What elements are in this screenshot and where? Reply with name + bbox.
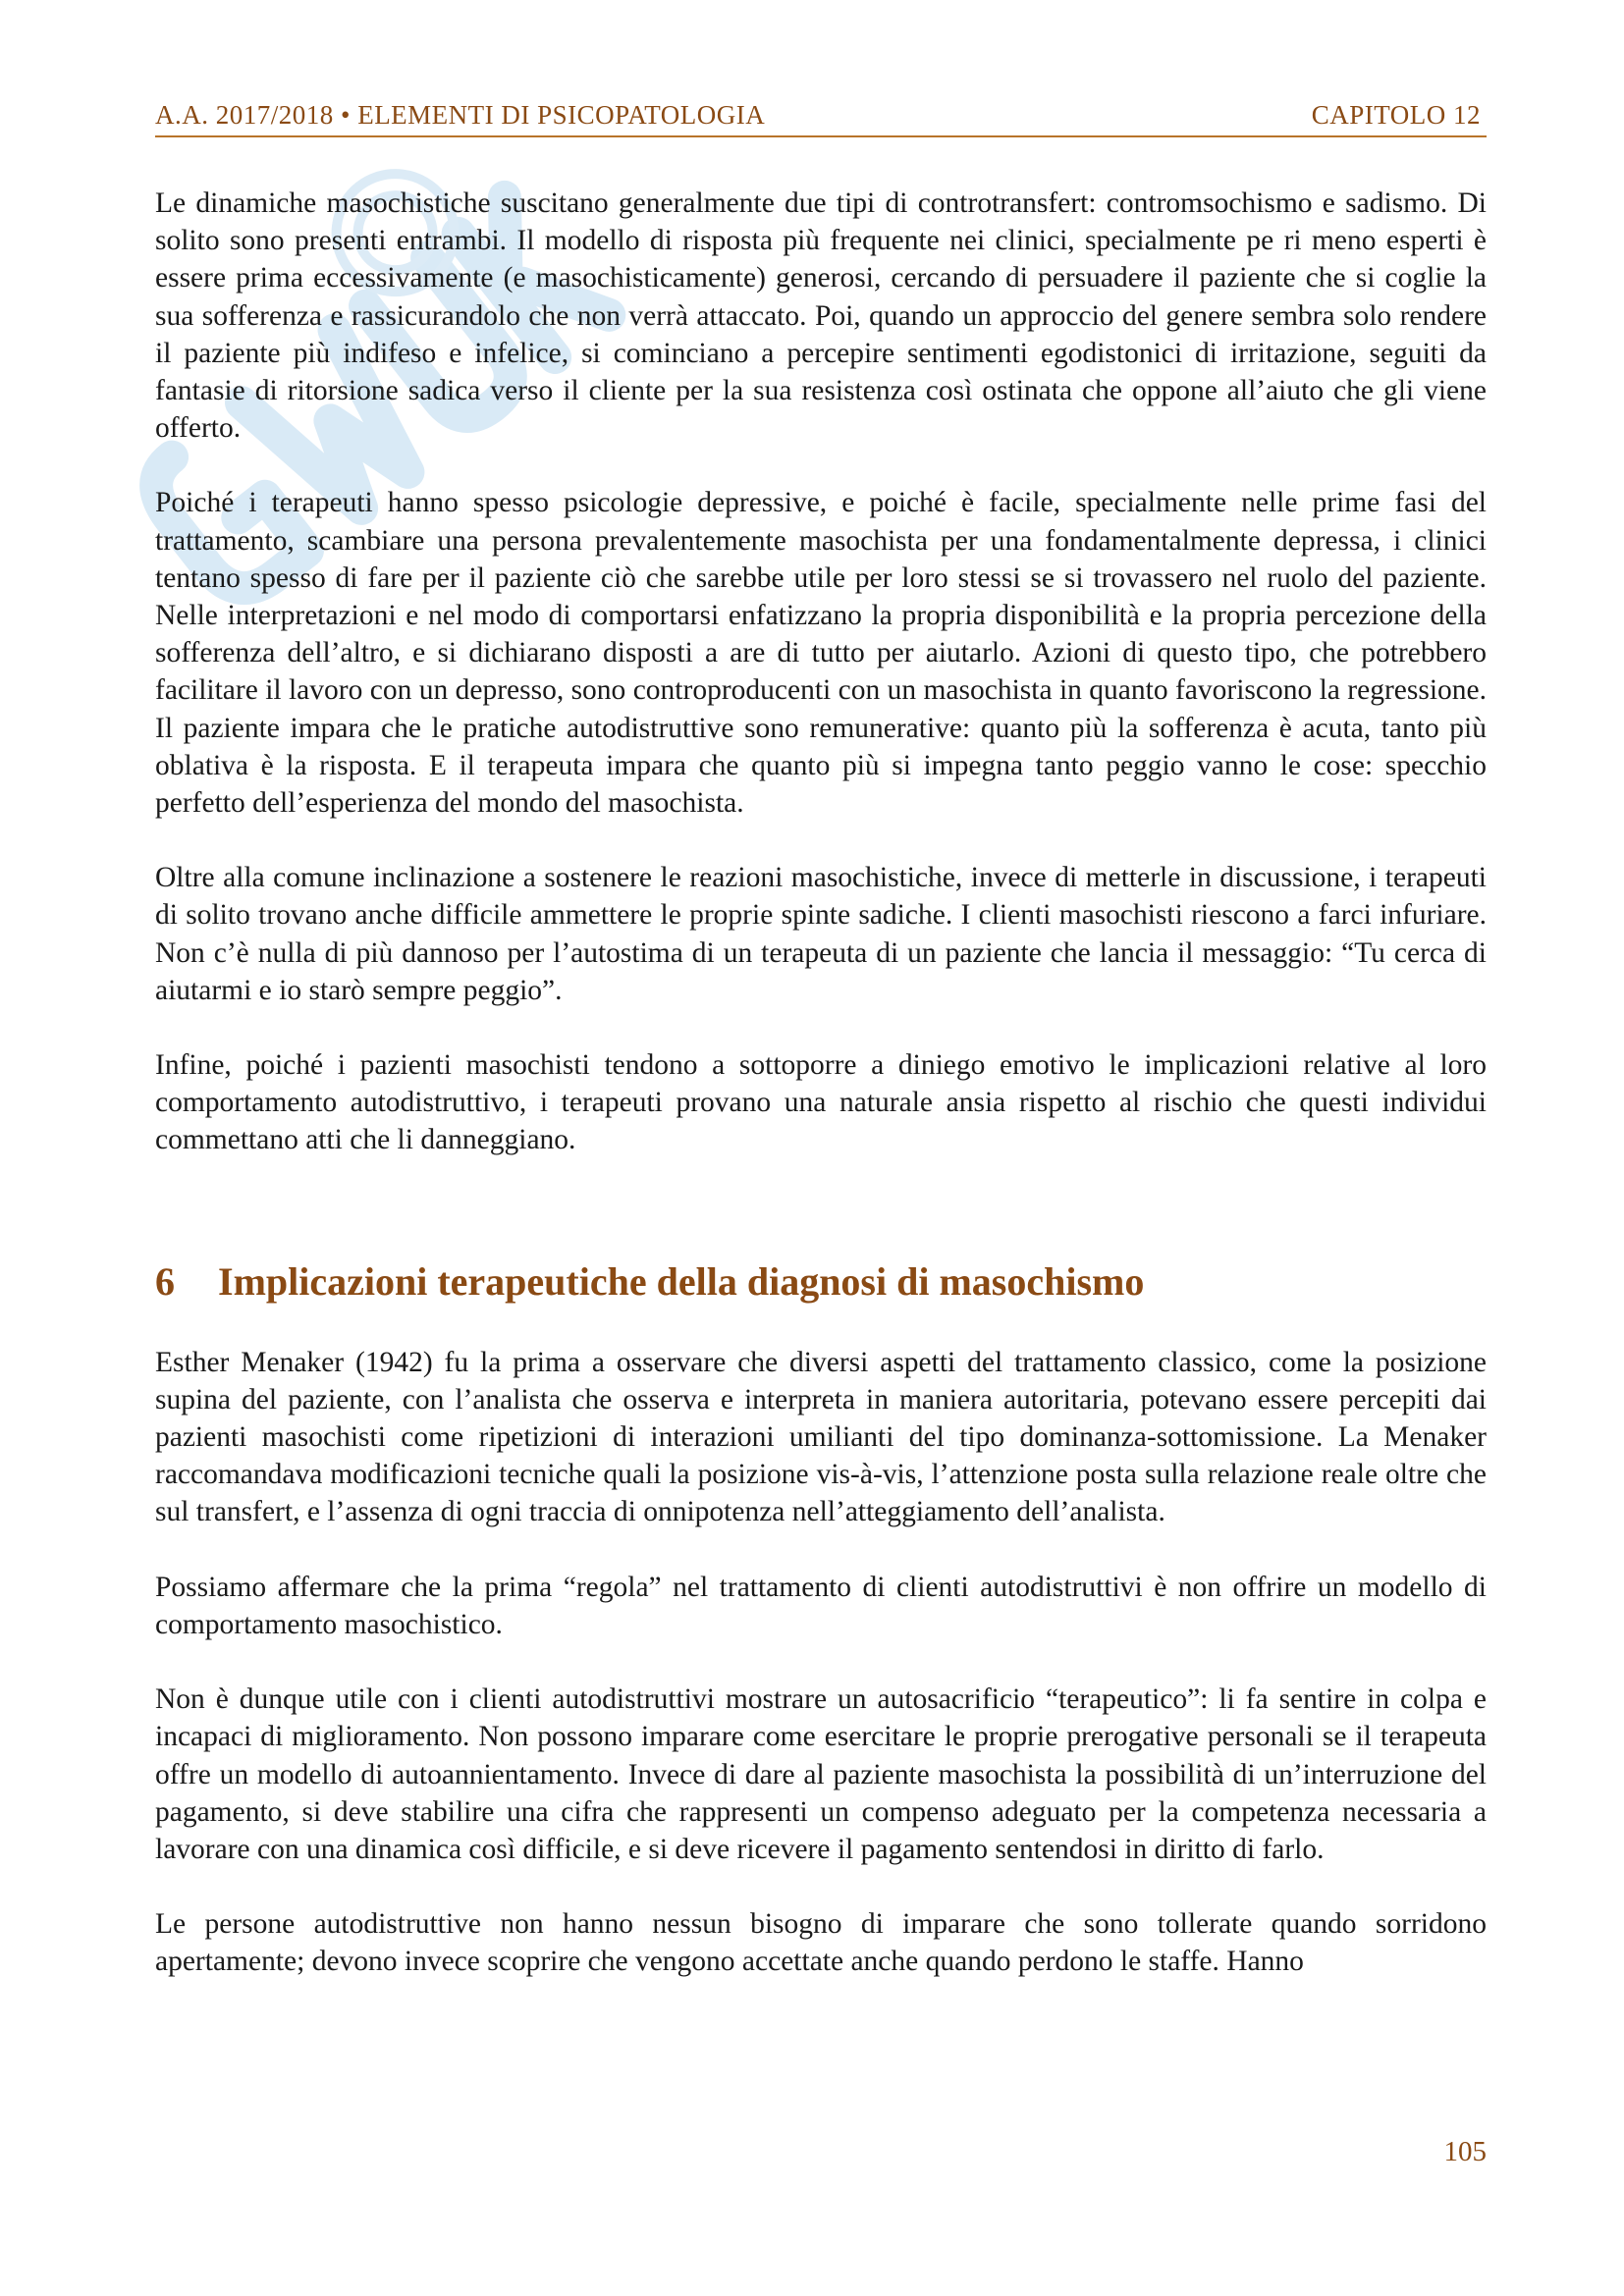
page-header bbox=[155, 96, 1487, 137]
header-course-title: A.A. 2017/2018 • ELEMENTI DI PSICOPATOLOGIA bbox=[155, 100, 766, 130]
section-number: 6 bbox=[155, 1258, 175, 1304]
paragraph: Possiamo affermare che la prima “regola” nel trattamento di clienti autodistruttivi è non offrire un modello di comportamento masochistico. bbox=[155, 1571, 1487, 1640]
header-chapter: CAPITOLO 12 bbox=[1311, 100, 1481, 130]
page-number: 105 bbox=[1443, 2136, 1487, 2167]
paragraph: Infine, poiché i pazienti masochisti tendono a sottoporre a diniego emotivo le implicazioni relative al loro comportamento autodistruttivo, i terapeuti provano una naturale ansia rispetto al rischio che questi individui commettano atti che li danneggiano. bbox=[155, 1049, 1487, 1156]
section-title: Implicazioni terapeutiche della diagnosi di masochismo bbox=[218, 1258, 1145, 1304]
paragraph: Non è dunque utile con i clienti autodistruttivi mostrare un autosacrificio “terapeutico”: li fa sentire in colpa e incapaci di miglioramento. Non possono imparare come esercitare le proprie prerogative personali se il terapeuta offre un modello di autoannientamento. Invece di dare al paziente masochista la possibilità di un’interruzione del pagamento, si deve stabilire una cifra che rappresenti un compenso adeguato per la competenza necessaria a lavorare con una dinamica così difficile, e si deve ricevere il pagamento sentendosi in diritto di farlo. bbox=[155, 1683, 1487, 1865]
paragraph: Esther Menaker (1942) fu la prima a osservare che diversi aspetti del trattamento classico, come la posizione supina del paziente, con l’analista che osserva e interpreta in maniera autoritaria, potevano essere percepiti dai pazienti masochisti come ripetizioni di interazioni umilianti del tipo dominanza-sottomissione. La Menaker raccomandava modificazioni tecniche quali la posizione vis-à-vis, l’attenzione posta sulla relazione reale oltre che sul transfert, e l’assenza di ogni traccia di onnipotenza nell’atteggiamento dell’analista. bbox=[155, 1346, 1487, 1528]
paragraph: Le persone autodistruttive non hanno nessun bisogno di imparare che sono tollerate quando sorridono apertamente; devono invece scoprire che vengono accettate anche quando perdono le staffe. Hanno bbox=[155, 1908, 1487, 1978]
section-heading bbox=[155, 1258, 1487, 1306]
paragraph: Poiché i terapeuti hanno spesso psicologie depressive, e poiché è facile, specialmente nelle prime fasi del trattamento, scambiare una persona prevalentemente masochista per una fondamentalmente depressa, i clinici tentano spesso di fare per il paziente ciò che sarebbe utile per loro stessi se si trovassero nel ruolo del paziente. Nelle interpretazioni e nel modo di comportarsi enfatizzano la propria disponibilità e la propria percezione della sofferenza dell’altro, e si dichiarano disposti a are di tutto per aiutarlo. Azioni di questo tipo, che potrebbero facilitare il lavoro con un depresso, sono controproducenti con un masochista in quanto favoriscono la regressione. Il paziente impara che le pratiche autodistruttive sono remunerative: quanto più la sofferenza è acuta, tanto più oblativa è la risposta. E il terapeuta impara che quanto più si impegna tanto peggio vanno le cose: specchio perfetto dell’esperienza del mondo del masochista. bbox=[155, 487, 1487, 820]
page-body bbox=[155, 185, 1487, 1981]
paragraph: Le dinamiche masochistiche suscitano generalmente due tipi di controtransfert: contromsochismo e sadismo. Di solito sono presenti entrambi. Il modello di risposta più frequente nei clinici, specialmente pe ri meno esperti è essere prima eccessivamente (e masochisticamente) generosi, cercando di persuadere il paziente che si coglie la sua sofferenza e rassicurandolo che non verrà attaccato. Poi, quando un approccio del genere sembra solo rendere il paziente più indifeso e infelice, si cominciano a percepire sentimenti egodistonici di irritazione, seguiti da fantasie di ritorsione sadica verso il cliente per la sua resistenza così ostinata che oppone all’aiuto che gli viene offerto. bbox=[155, 187, 1487, 445]
paragraph: Oltre alla comune inclinazione a sostenere le reazioni masochistiche, invece di metterle in discussione, i terapeuti di solito trovano anche difficile ammettere le proprie spinte sadiche. I clienti masochisti riescono a farci infuriare. Non c’è nulla di più dannoso per l’autostima di un terapeuta di un paziente che lancia il messaggio: “Tu cerca di aiutarmi e io starò sempre peggio”. bbox=[155, 862, 1487, 1006]
